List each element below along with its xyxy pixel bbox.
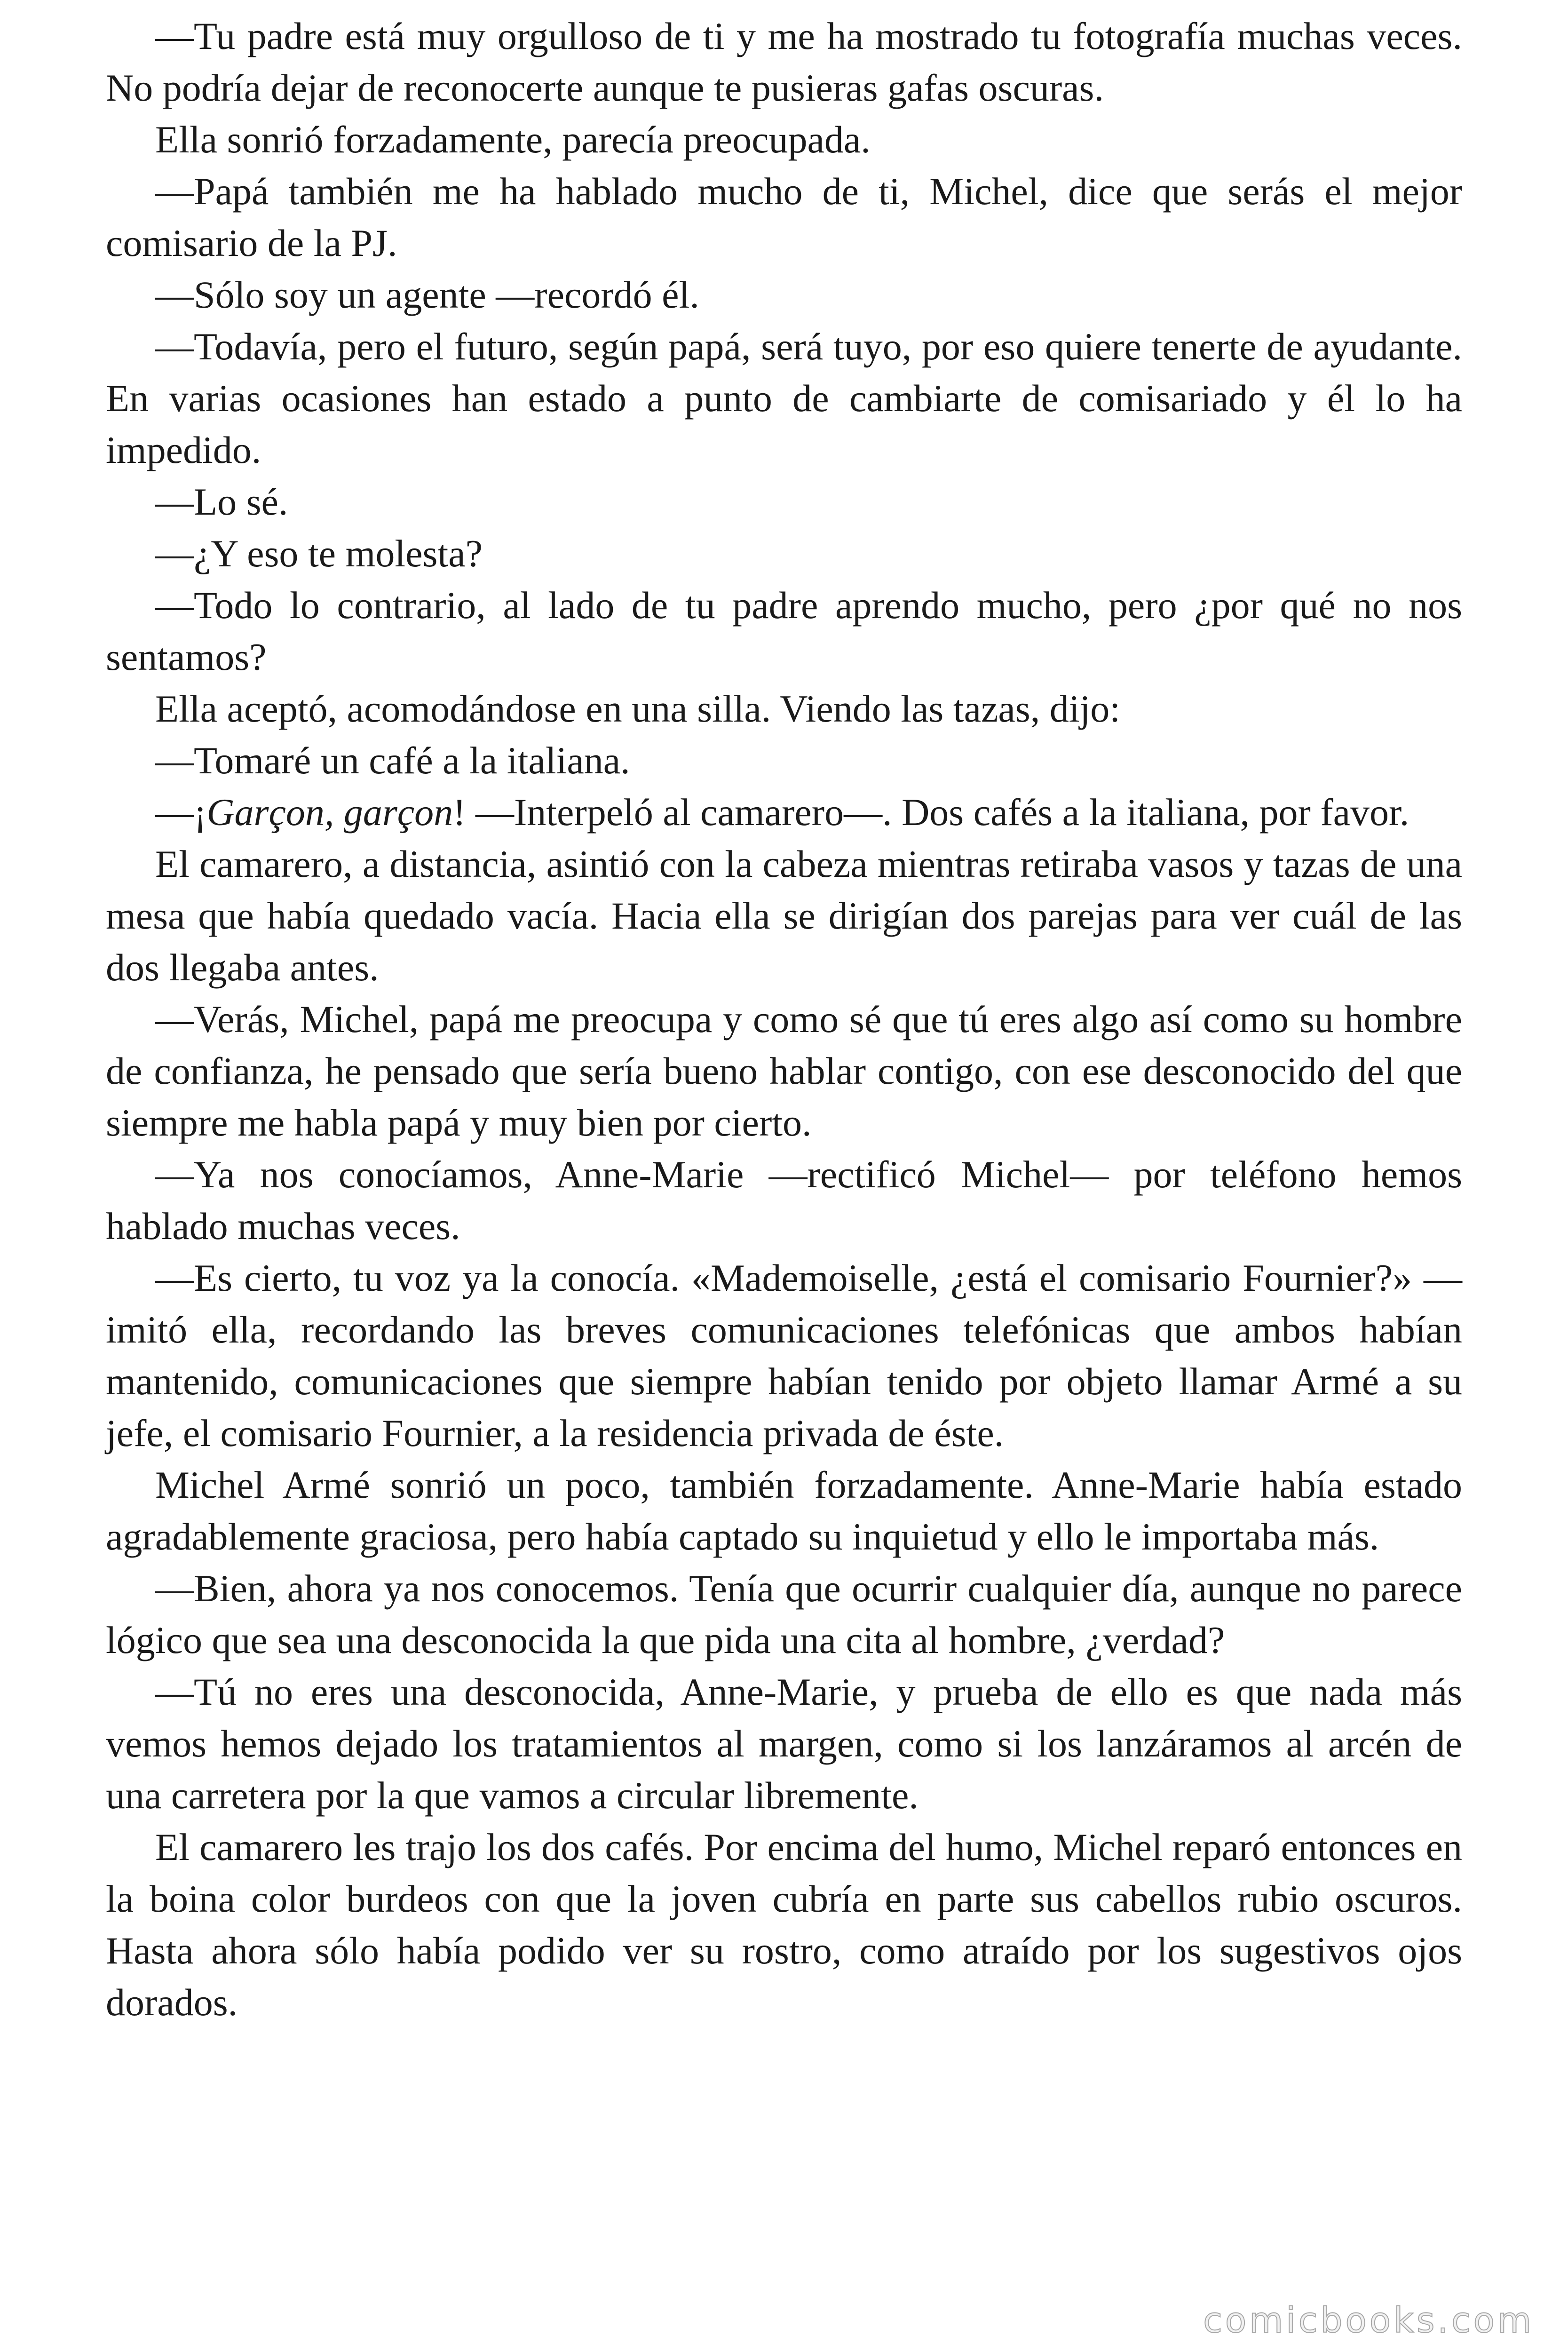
paragraph-text-before: —¡ [155, 791, 207, 834]
italic-phrase: Garçon, garçon [206, 791, 453, 834]
paragraph: —Todo lo contrario, al lado de tu padre aprendo mucho, pero ¿por qué no nos sentamos? [106, 584, 1462, 678]
paragraph: —Papá también me ha hablado mucho de ti, Michel, dice que serás el mejor comisario de la PJ. [106, 170, 1462, 264]
paragraph: Ella sonrió forzadamente, parecía preocupada. [155, 118, 871, 161]
page-body [106, 10, 1462, 2028]
watermark: comicbooks.com [1203, 2300, 1534, 2341]
paragraph: —Tomaré un café a la italiana. [155, 739, 630, 782]
paragraph [106, 787, 1462, 838]
paragraph: —Es cierto, tu voz ya la conocía. «Mademoiselle, ¿está el comisario Fournier?» —imitó ella, recordando las breves comunicaciones telefónicas que ambos habían mantenido, comunicaciones que siempre habían tenido por objeto llamar Armé a su jefe, el comisario Fournier, a la residencia privada de éste. [106, 1256, 1462, 1454]
paragraph: —Verás, Michel, papá me preocupa y como sé que tú eres algo así como su hombre de confianza, he pensado que sería bueno hablar contigo, con ese desconocido del que siempre me habla papá y muy bien por cierto. [106, 998, 1462, 1144]
paragraph: Michel Armé sonrió un poco, también forzadamente. Anne-Marie había estado agradablemente graciosa, pero había captado su inquietud y ello le importaba más. [106, 1463, 1462, 1558]
paragraph: —Bien, ahora ya nos conocemos. Tenía que ocurrir cualquier día, aunque no parece lógico que sea una desconocida la que pida una cita al hombre, ¿verdad? [106, 1567, 1462, 1661]
paragraph: El camarero, a distancia, asintió con la cabeza mientras retiraba vasos y tazas de una mesa que había quedado vacía. Hacia ella se dirigían dos parejas para ver cuál de las dos llegaba antes. [106, 842, 1462, 989]
paragraph: —Tú no eres una desconocida, Anne-Marie, y prueba de ello es que nada más vemos hemos dejado los tratamientos al margen, como si los lanzáramos al arcén de una carretera por la que vamos a circular libremente. [106, 1670, 1462, 1817]
paragraph: —Todavía, pero el futuro, según papá, será tuyo, por eso quiere tenerte de ayudante. En varias ocasiones han estado a punto de cambiarte de comisariado y él lo ha impedido. [106, 325, 1462, 471]
paragraph: Ella aceptó, acomodándose en una silla. Viendo las tazas, dijo: [155, 687, 1121, 730]
paragraph: El camarero les trajo los dos cafés. Por encima del humo, Michel reparó entonces en la boina color burdeos con que la joven cubría en parte sus cabellos rubio oscuros. Hasta ahora sólo había podido ver su rostro, como atraído por los sugestivos ojos dorados. [106, 1826, 1462, 2024]
paragraph: —Sólo soy un agente —recordó él. [155, 273, 699, 316]
paragraph: —¿Y eso te molesta? [155, 532, 483, 575]
paragraph: —Ya nos conocíamos, Anne-Marie —rectificó Michel— por teléfono hemos hablado muchas veces. [106, 1153, 1462, 1248]
paragraph: —Tu padre está muy orgulloso de ti y me ha mostrado tu fotografía muchas veces. No podría dejar de reconocerte aunque te pusieras gafas oscuras. [106, 15, 1462, 109]
paragraph: —Lo sé. [155, 480, 288, 523]
paragraph-text-after: ! —Interpeló al camarero—. Dos cafés a la italiana, por favor. [453, 791, 1410, 834]
